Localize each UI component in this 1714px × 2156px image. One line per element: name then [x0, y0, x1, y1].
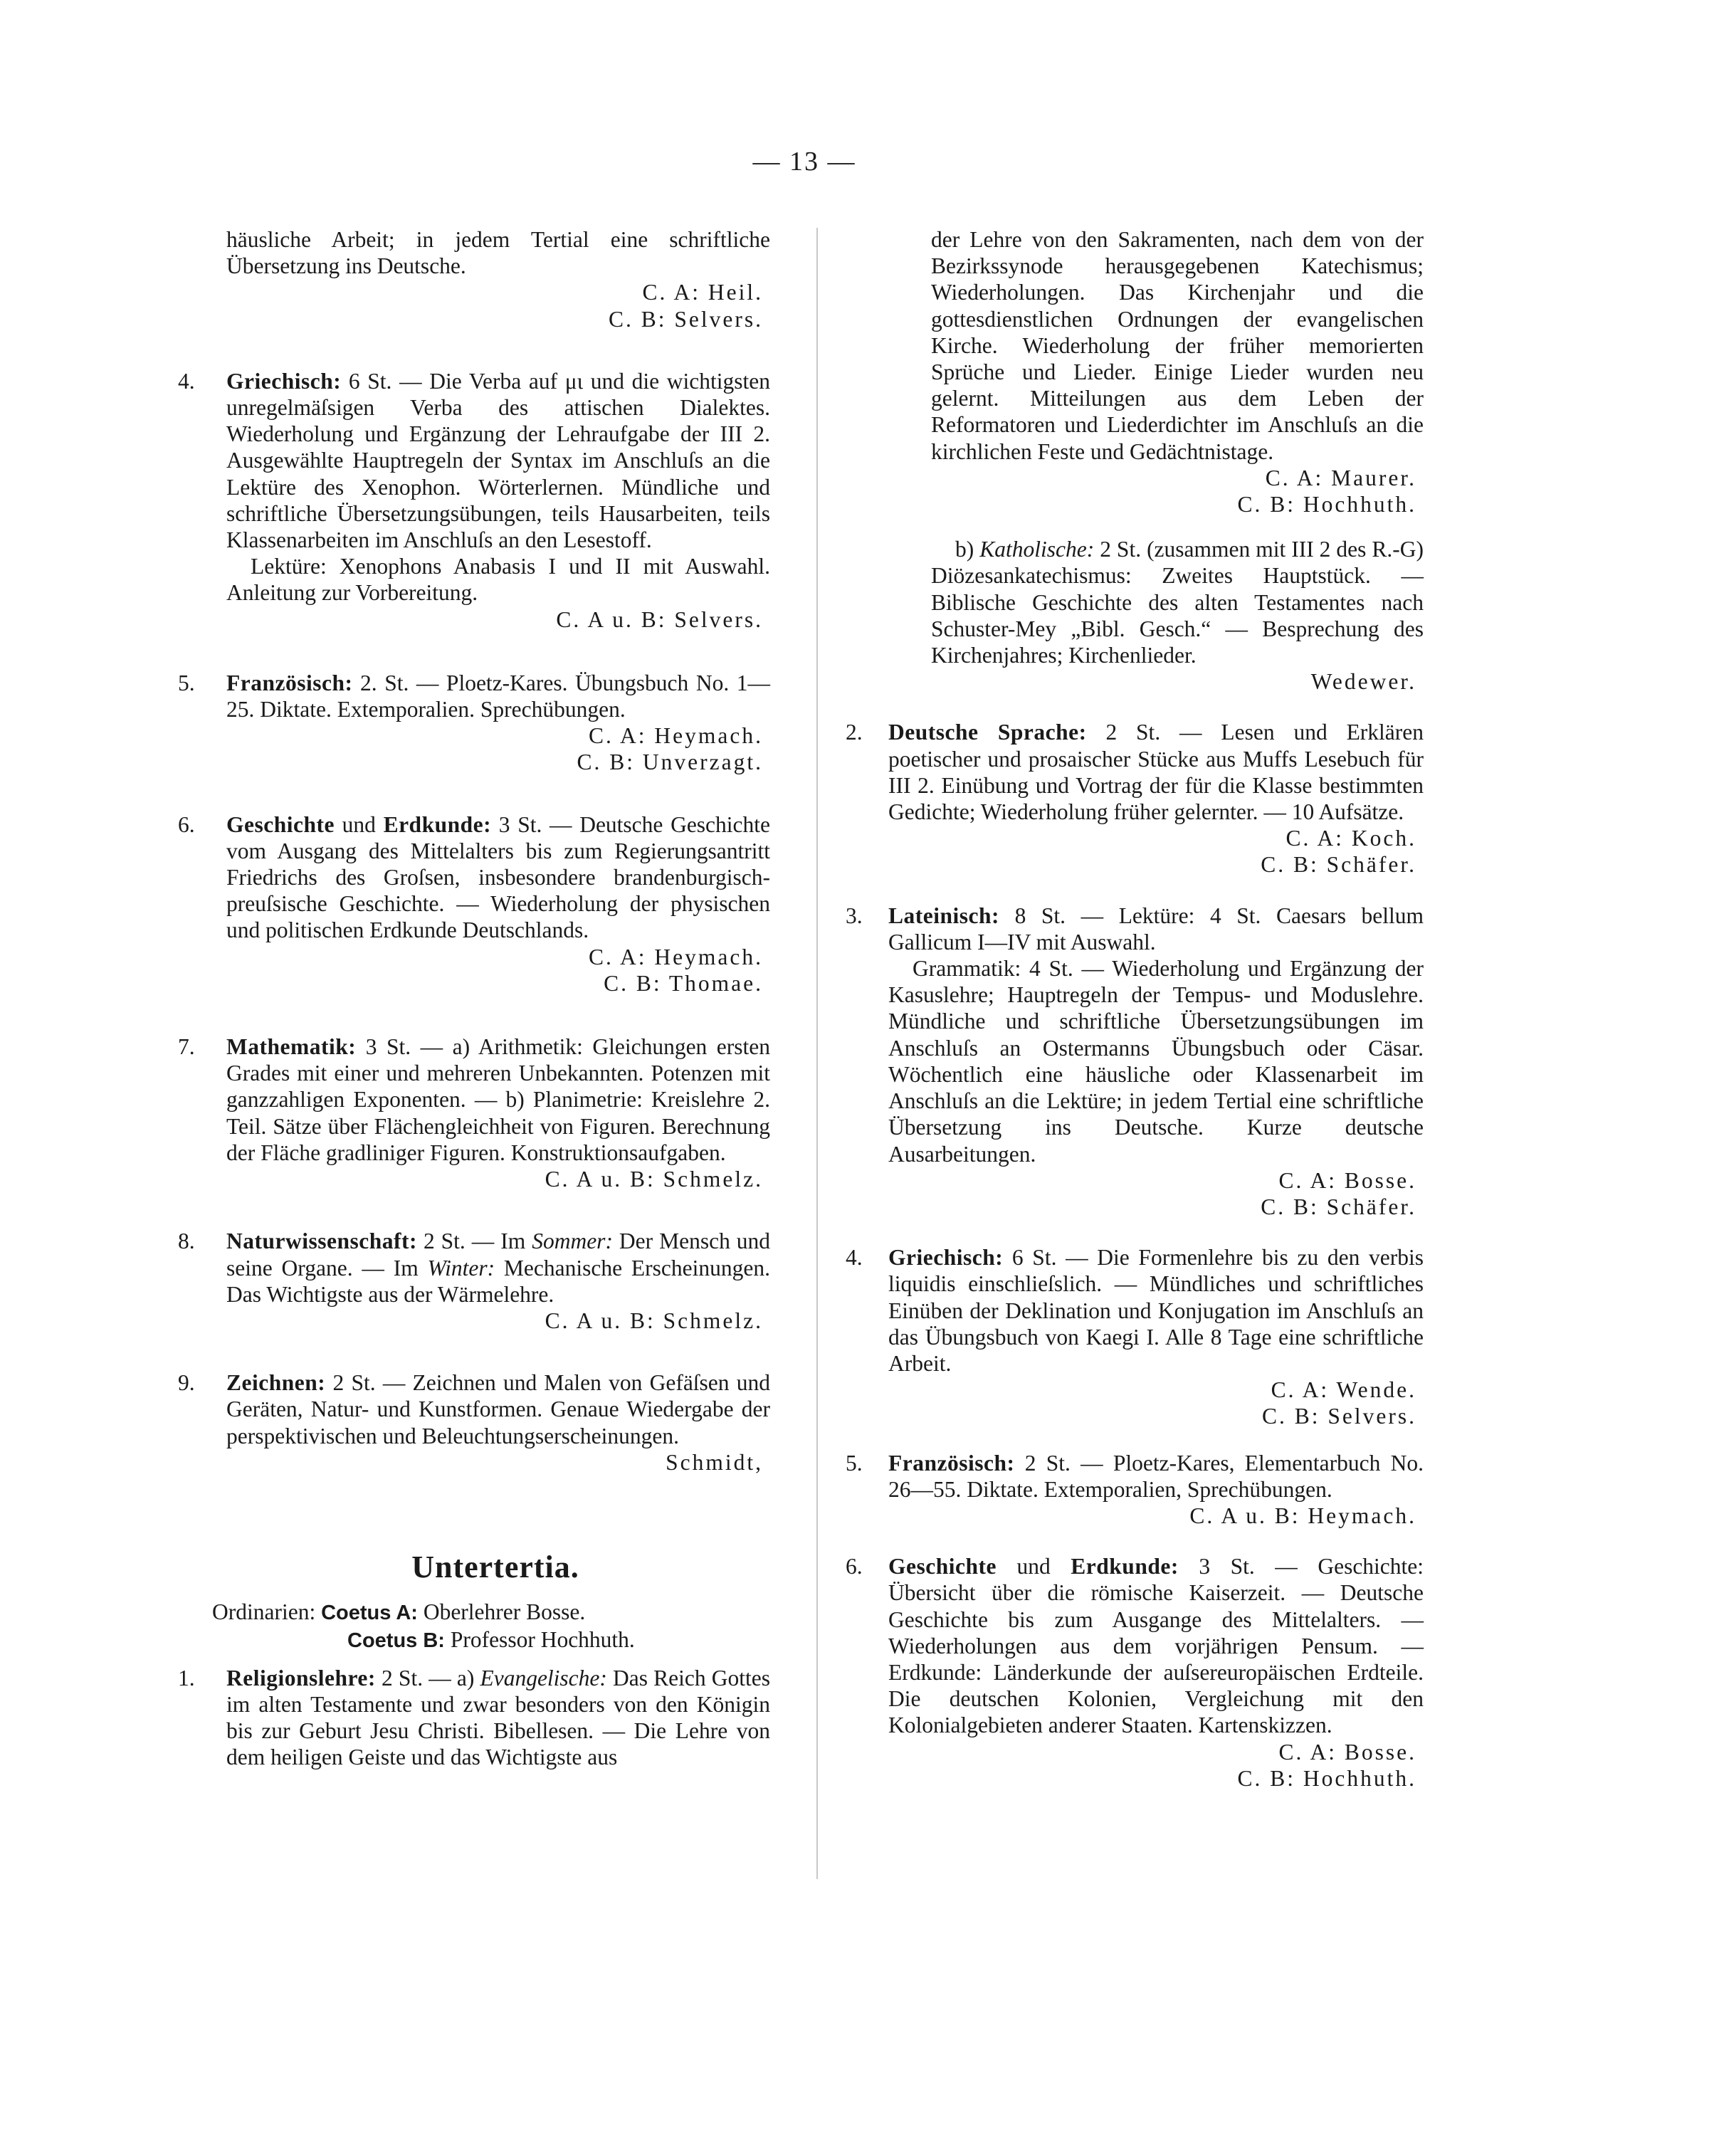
item-number: 4. — [846, 1245, 863, 1271]
item-body — [226, 670, 770, 722]
subject-item — [846, 903, 1424, 1220]
item-heading: Zeichnen: — [226, 1370, 326, 1396]
item-text: 2 St. — Zeichnen und Malen von Gefäſsen und Geräten, Natur- und Kunstformen. Genaue Wiedergabe der perspektivischen und Beleuchtungserscheinungen. — [226, 1370, 771, 1448]
item-heading: Griechisch: — [226, 368, 342, 394]
item-heading: Griechisch: — [888, 1245, 1004, 1271]
item-heading-2: Erdkunde: — [1071, 1554, 1179, 1579]
item-heading: Geschichte — [888, 1554, 997, 1579]
item-heading: Französisch: — [888, 1450, 1015, 1476]
section-title: Untertertia. — [411, 1549, 579, 1584]
signature-a: C. A: Bosse. — [1278, 1739, 1416, 1765]
ordinarien — [178, 1599, 770, 1654]
item-heading: Religionslehre: — [226, 1665, 376, 1690]
signature-b: C. B: Thomae. — [604, 970, 763, 996]
item-heading-2: Erdkunde: — [383, 811, 492, 837]
intro-block — [178, 226, 770, 332]
item-body — [888, 903, 1424, 955]
item-heading: Lateinisch: — [888, 903, 1000, 928]
page-number: — 13 — — [752, 147, 856, 177]
signature-a: C. A u. B: Selvers. — [556, 606, 763, 632]
signature-b: C. B: Schäfer. — [1261, 852, 1416, 878]
right-column — [846, 226, 1424, 1792]
item-body — [226, 1228, 770, 1308]
katholische-heading: Katholische: — [979, 537, 1095, 562]
item-text: 2 St. — Im — [423, 1229, 526, 1254]
left-column — [178, 226, 770, 1770]
item-text: 3 St. — a) Arithmetik: Gleichungen ersten Grades mit einer und mehreren Unbekannten. Potenzen mit ganzzahligen Exponenten. — b) Planimetrie: Kreislehre 2. Teil. Sätze über Flächengleichheit von Figuren. Berechnung der Fläche gradliniger Figuren. Konstruktionsaufgaben. — [226, 1034, 771, 1165]
subject-item — [846, 719, 1424, 878]
signature-a: C. A: Maurer. — [1265, 465, 1416, 490]
signature-a: C. A: Heymach. — [589, 944, 763, 969]
item-number: 7. — [178, 1034, 195, 1060]
item-text: 3 St. — Geschichte: Übersicht über die römische Kaiserzeit. — Deutsche Geschichte bis zum Ausgange des Mittelalters. — Wiederholungen aus dem vorjährigen Pensum. — Erdkunde: Länderkunde der auſsereuropäischen Erdteile. Die deutschen Kolonien, Vergleichung mit den Kolonialgebieten anderer Staaten. Kartenskizzen. — [888, 1554, 1424, 1738]
katholische-block — [846, 536, 1424, 695]
subject-item — [846, 1553, 1424, 1792]
coetus-b-label: Coetus B: — [347, 1629, 445, 1653]
subject-item — [178, 368, 770, 633]
item-text: Mechanische Erscheinungen. Das Wichtigste aus der Wärmelehre. — [226, 1255, 770, 1307]
item-heading: Deutsche Sprache: — [888, 720, 1087, 745]
item-text: 2 St. (zusammen mit III 2 des R.-G) Diözesankatechismus: Zweites Hauptstück. — Biblische Geschichte des alten Testamentes nach Schuster-Mey „Bibl. Gesch.“ — Besprechung des Kirchenjahres; Kirchenlieder. — [931, 537, 1424, 668]
signature-b: C. B: Unverzagt. — [577, 750, 763, 775]
signature-b: C. B: Hochhuth. — [1237, 492, 1416, 517]
signature-a: Schmidt, — [666, 1449, 763, 1475]
subject-item — [846, 1244, 1424, 1429]
item-text-italic: Sommer: — [532, 1229, 613, 1254]
item-body — [888, 1244, 1424, 1377]
item-number: 3. — [846, 903, 863, 928]
signature-a: C. A u. B: Schmelz. — [545, 1167, 763, 1192]
item-text-extra: Grammatik: 4 St. — Wiederholung und Ergänzung der Kasuslehre; Hauptregeln der Tempus- und Moduslehre. Mündliche und schriftliche Übersetzungsübungen im Anschluſs an Ostermanns Übungsbuch oder Cäsar. Wöchentlich eine häusliche oder Klassenarbeit im Anschluſs an die Lektüre; in jedem Tertial eine schriftliche Übersetzung ins Deutsche. Kurze deutsche Ausarbeitungen. — [888, 956, 1424, 1167]
continuation-block — [846, 226, 1424, 517]
ordinarien-label: Ordinarien: — [212, 1599, 316, 1625]
item-body — [888, 1553, 1424, 1738]
item-number: 9. — [178, 1370, 195, 1396]
item-body — [226, 811, 770, 944]
signature-b: C. B: Schäfer. — [1261, 1194, 1416, 1219]
subject-item — [178, 1034, 770, 1192]
item-heading-connector: und — [1016, 1554, 1051, 1579]
signature-b: C. B: Hochhuth. — [1237, 1765, 1416, 1791]
item-text: Der Mensch und seine Organe. — Im — [226, 1229, 771, 1281]
subject-item — [178, 1369, 770, 1476]
subject-item — [178, 811, 770, 997]
katholische-prefix: b) — [955, 537, 974, 562]
teacher-b: Professor Hochhuth. — [450, 1627, 635, 1653]
item-number: 6. — [846, 1554, 863, 1579]
subject-item — [178, 670, 770, 776]
item-text-extra: Lektüre: Xenophons Anabasis I und II mit Auswahl. Anleitung zur Vorbereitung. — [226, 554, 770, 606]
teacher-a: Oberlehrer Bosse. — [423, 1599, 586, 1625]
item-text: 2. St. — Ploetz-Kares. Übungsbuch No. 1—25. Diktate. Extemporalien. Sprechübungen. — [226, 670, 770, 722]
item-heading: Mathematik: — [226, 1034, 357, 1060]
item-text: 3 St. — Deutsche Geschichte vom Ausgang des Mittelalters bis zum Regierungsantritt Friedrichs des Groſsen, insbesondere brandenburgisch-preuſsische Geschichte. — Wiederholung der physischen und politischen Erdkunde Deutschlands. — [226, 811, 770, 943]
item-body — [888, 1450, 1424, 1503]
signature-a: C. A: Koch. — [1286, 826, 1416, 851]
item-text: 6 St. — Die Verba auf μι und die wichtigsten unregelmäſsigen Verba des attischen Dialektes. Wiederholung und Ergänzung der Lehraufgabe der III 2. Ausgewählte Hauptregeln der Syntax im Anschluſs an die Lektüre des Xenophon. Wörterlernen. Mündliche und schriftliche Übersetzungsübungen, teils Hausarbeiten, teils Klassenarbeiten im Anschluſs an den Lesestoff. — [226, 368, 771, 553]
subject-item — [846, 1450, 1424, 1530]
continuation-text: der Lehre von den Sakramenten, nach dem von der Bezirkssynode herausgegebenen Katechismus; Wiederholungen. Das Kirchenjahr und die gottesdienstlichen Ordnungen der evangelischen Kirche. Wiederholung der früher memorierten Sprüche und Lieder. Einige Lieder wurden neu gelernt. Mitteilungen aus dem Leben der Reformatoren und Liederdichter im Anschluſs an die kirchlichen Feste und Gedächtnistage. — [931, 227, 1424, 464]
item-number: 8. — [178, 1229, 195, 1254]
item-text: 2 St. — Lesen und Erklären poetischer und prosaischer Stücke aus Muffs Lesebuch für III 2. Einübung und Vortrag der für die Klasse bestimmten Gedichte; Wiederholung früher gelernter. — 10 Aufsätze. — [888, 720, 1424, 825]
item-text: Das Reich Gottes im alten Testamente und zwar besonders von den Königin bis zur Geburt Jesu Christi. Bibellesen. — Die Lehre von dem heiligen Geiste und das Wichtigste aus — [226, 1665, 771, 1770]
item-text: 6 St. — Die Formenlehre bis zu den verbis liquidis einschlieſslich. — Mündliches und schriftliches Einüben der Deklination und Konjugation im Anschluſs an das Übungsbuch von Kaegi I. Alle 8 Tage eine schriftliche Arbeit. — [888, 1245, 1424, 1376]
item-body — [888, 719, 1424, 825]
subject-item — [178, 1665, 770, 1771]
signature-a: C. A u. B: Heymach. — [1189, 1503, 1416, 1528]
item-heading: Französisch: — [226, 670, 353, 695]
item-number: 2. — [846, 720, 863, 745]
item-text: 2 St. — Ploetz-Kares, Elementarbuch No. 26—55. Diktate. Extemporalien, Sprechübungen. — [888, 1450, 1424, 1502]
subject-item — [178, 1228, 770, 1334]
signature-a: C. A: Heymach. — [589, 723, 763, 749]
item-text: 8 St. — Lektüre: 4 St. Caesars bellum Gallicum I—IV mit Auswahl. — [888, 903, 1424, 955]
ordinarien-row-b — [212, 1626, 770, 1654]
katholische-text — [931, 536, 1424, 668]
item-number: 4. — [178, 368, 195, 394]
item-number: 5. — [846, 1450, 863, 1476]
signature-a: C. A: Bosse. — [1278, 1167, 1416, 1193]
signature-a: C. A: Wende. — [1271, 1377, 1416, 1403]
item-number: 6. — [178, 811, 195, 837]
signature-b: C. B: Selvers. — [608, 306, 763, 332]
item-number: 1. — [178, 1665, 195, 1690]
column-divider — [816, 228, 818, 1879]
intro-text: häusliche Arbeit; in jedem Tertial eine schriftliche Übersetzung ins Deutsche. — [226, 227, 770, 279]
item-heading: Geschichte — [226, 811, 335, 837]
item-body — [226, 368, 770, 553]
signature-b: C. B: Selvers. — [1261, 1404, 1416, 1429]
item-text: 2 St. — a) — [382, 1665, 475, 1690]
item-number: 5. — [178, 670, 195, 695]
item-body — [226, 1369, 770, 1449]
item-body — [226, 1034, 770, 1166]
signature-a: C. A: Heil. — [642, 280, 763, 305]
signature-a: C. A u. B: Schmelz. — [545, 1308, 763, 1333]
item-text-italic: Evangelische: — [480, 1665, 607, 1690]
signature-a: Wedewer. — [1310, 669, 1416, 695]
ordinarien-row-a — [212, 1599, 770, 1626]
item-text-italic: Winter: — [427, 1255, 495, 1281]
item-heading: Naturwissenschaft: — [226, 1229, 417, 1254]
item-body — [226, 1665, 770, 1771]
coetus-a-label: Coetus A: — [321, 1602, 418, 1625]
item-heading-connector: und — [342, 811, 376, 837]
